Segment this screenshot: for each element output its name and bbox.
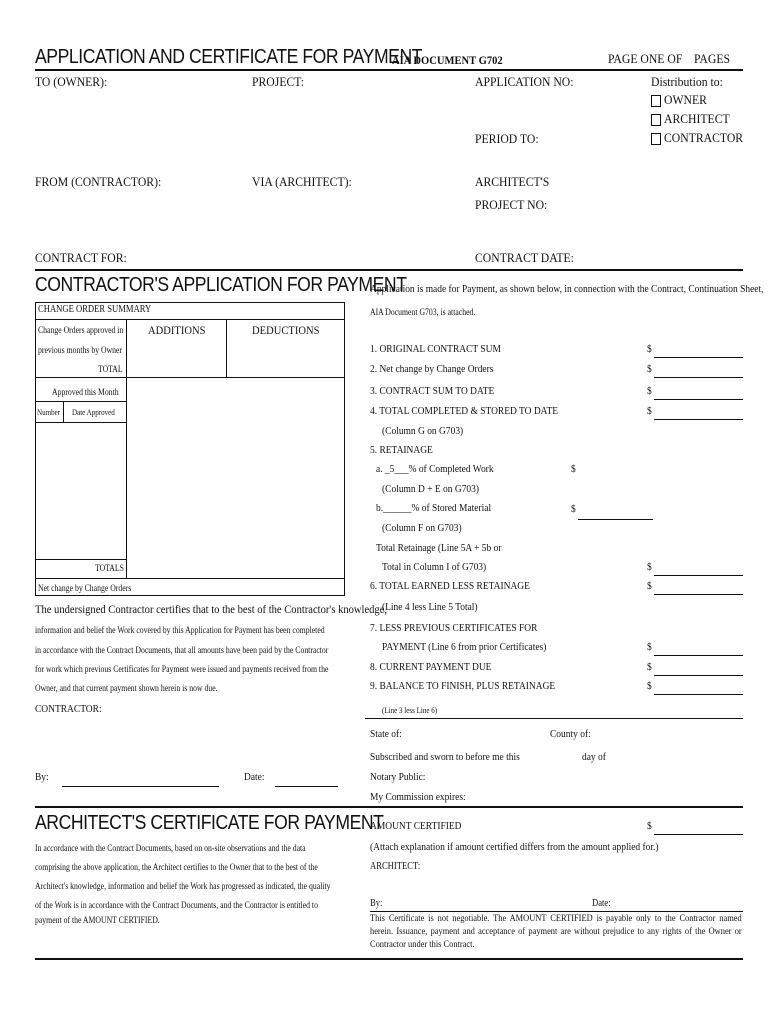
total-retainage-field[interactable] [654, 575, 743, 576]
from-contractor-label: FROM (CONTRACTOR): [35, 174, 162, 189]
day-of-label: day of [582, 751, 606, 763]
dollar-sign: $ [647, 641, 652, 653]
dollar-sign: $ [647, 363, 652, 375]
contract-for-label: CONTRACT FOR: [35, 250, 127, 265]
contractor-application-heading: CONTRACTOR'S APPLICATION FOR PAYMENT [35, 274, 407, 296]
amount-certified-field[interactable] [654, 834, 743, 835]
notary-public-label: Notary Public: [370, 771, 426, 783]
total-retainage-note: Total in Column I of G703) [382, 561, 487, 573]
dollar-sign: $ [647, 561, 652, 573]
certify-line-2: information and belief the Work covered by this Application for Payment has been completed [35, 625, 325, 635]
section-rule [35, 269, 743, 271]
contractor-date-label: Date: [244, 771, 265, 783]
architect-option-label: ARCHITECT [664, 111, 730, 126]
line-3-contract-sum-to-date: 3. CONTRACT SUM TO DATE [370, 385, 495, 397]
additions-header: ADDITIONS [148, 323, 206, 337]
totals-label: TOTALS [95, 563, 124, 573]
dollar-sign: $ [647, 580, 652, 592]
line-5b-stored-material: b.______% of Stored Material [376, 502, 492, 514]
line-7-note: PAYMENT (Line 6 from prior Certificates) [382, 641, 547, 653]
architect-para-line-5: payment of the AMOUNT CERTIFIED. [35, 915, 160, 925]
contractor-by-label: By: [35, 771, 49, 783]
dollar-sign: $ [647, 680, 652, 692]
date-approved-column-header: Date Approved [72, 408, 115, 417]
to-owner-label: TO (OWNER): [35, 74, 108, 89]
state-label: State of: [370, 728, 402, 740]
certify-line-5: Owner, and that current payment shown herein is now due. [35, 683, 218, 693]
architect-para-line-4: of the Work is in accordance with the Contract Documents, and the Contractor is entitled to [35, 900, 318, 910]
line-6-note: (Line 4 less Line 5 Total) [382, 601, 478, 613]
document-id: AIA DOCUMENT G702 [392, 53, 503, 67]
contractor-option-label: CONTRACTOR [664, 130, 744, 145]
dollar-sign: $ [571, 503, 576, 515]
owner-option-label: OWNER [664, 92, 707, 107]
change-order-summary-title: CHANGE ORDER SUMMARY [38, 304, 152, 315]
commission-expires-label: My Commission expires: [370, 791, 466, 803]
line-1-field[interactable] [654, 357, 743, 358]
line-9-field[interactable] [654, 694, 743, 695]
dollar-sign: $ [647, 343, 652, 355]
application-intro-1: Application is made for Payment, as shown below, in connection with the Contract, Continuation Sheet, [370, 283, 764, 295]
line-3-field[interactable] [654, 399, 743, 400]
architect-para-line-3: Architect's knowledge, information and belief the Work has progressed as indicated, the quality [35, 881, 331, 891]
architect-checkbox[interactable] [651, 114, 661, 126]
dollar-sign: $ [647, 385, 652, 397]
line-7-less-previous: 7. LESS PREVIOUS CERTIFICATES FOR [370, 622, 538, 634]
architect-para-line-2: comprising the above application, the Architect certifies to the Owner that to the best of the [35, 862, 318, 872]
line-8-field[interactable] [654, 675, 743, 676]
dollar-sign: $ [647, 661, 652, 673]
line-4-field[interactable] [654, 419, 743, 420]
contractor-signature-label: CONTRACTOR: [35, 703, 102, 715]
co-approved-label-2: previous months by Owner [38, 345, 123, 355]
page-of-label: PAGE ONE OF [608, 51, 683, 66]
application-no-label: APPLICATION NO: [475, 74, 574, 89]
via-architect-label: VIA (ARCHITECT): [252, 174, 352, 189]
attach-explanation-note: (Attach explanation if amount certified differs from the amount applied for.) [370, 841, 659, 853]
contract-date-label: CONTRACT DATE: [475, 250, 574, 265]
county-label: County of: [550, 728, 591, 740]
co-approved-label-1: Change Orders approved in [38, 325, 124, 335]
line-5a-note: (Column D + E on G703) [382, 483, 480, 495]
contractor-date-field[interactable] [275, 786, 338, 787]
bottom-rule [35, 958, 743, 960]
subscribed-label: Subscribed and sworn to before me this [370, 751, 520, 763]
line-6-field[interactable] [654, 594, 743, 595]
architects-label: ARCHITECT'S [475, 174, 550, 189]
pages-label: PAGES [694, 51, 730, 66]
non-negotiable-note: This Certificate is not negotiable. The AMOUNT CERTIFIED is payable only to the Contractor named herein. Issuance, payment and acceptance of payment are without prejudice to any rights of the Owner or Contractor under this Contract. [370, 914, 742, 950]
amount-certified-label: AMOUNT CERTIFIED [370, 820, 462, 832]
dollar-sign: $ [571, 463, 576, 475]
line-5b-note: (Column F on G703) [382, 522, 462, 534]
total-retainage-label: Total Retainage (Line 5A + 5b or [376, 542, 502, 554]
architect-date-label: Date: [592, 898, 611, 909]
architect-signature-label: ARCHITECT: [370, 861, 421, 872]
line-5a-completed-work: a. _5___% of Completed Work [376, 463, 494, 475]
dollar-sign: $ [647, 820, 652, 832]
line-5b-field[interactable] [578, 519, 653, 520]
line-6-total-earned: 6. TOTAL EARNED LESS RETAINAGE [370, 580, 530, 592]
line-7-field[interactable] [654, 655, 743, 656]
certify-line-4: for work which previous Certificates for Payment were issued and payments received from the [35, 664, 329, 674]
architect-section-rule [35, 806, 743, 808]
header-rule [35, 69, 743, 71]
architect-para-line-1: In accordance with the Contract Documents, based on on-site observations and the data [35, 843, 306, 853]
line-2-net-change: 2. Net change by Change Orders [370, 363, 494, 375]
certify-line-3: in accordance with the Contract Documents, that all amounts have been paid by the Contractor [35, 645, 329, 655]
architect-certificate-heading: ARCHITECT'S CERTIFICATE FOR PAYMENT [35, 812, 384, 834]
approved-this-month-label: Approved this Month [52, 387, 119, 397]
period-to-label: PERIOD TO: [475, 131, 539, 146]
dollar-sign: $ [647, 405, 652, 417]
line-5-retainage: 5. RETAINAGE [370, 444, 433, 456]
line-1-original-contract-sum: 1. ORIGINAL CONTRACT SUM [370, 343, 501, 355]
contractor-by-field[interactable] [62, 786, 219, 787]
line-4-note: (Column G on G703) [382, 425, 464, 437]
line-2-field[interactable] [654, 377, 743, 378]
net-change-by-change-orders-label: Net change by Change Orders [38, 583, 132, 593]
line-9-note: (Line 3 less Line 6) [382, 706, 438, 715]
line-9-balance-to-finish: 9. BALANCE TO FINISH, PLUS RETAINAGE [370, 680, 556, 692]
total-label: TOTAL [98, 364, 123, 374]
form-title: APPLICATION AND CERTIFICATE FOR PAYMENT [35, 46, 423, 68]
deductions-header: DEDUCTIONS [252, 323, 320, 337]
line-4-total-completed: 4. TOTAL COMPLETED & STORED TO DATE [370, 405, 559, 417]
contractor-checkbox[interactable] [651, 133, 661, 145]
line-8-current-payment-due: 8. CURRENT PAYMENT DUE [370, 661, 492, 673]
owner-checkbox[interactable] [651, 95, 661, 107]
project-no-label: PROJECT NO: [475, 197, 548, 212]
number-column-header: Number [37, 408, 61, 417]
project-label: PROJECT: [252, 74, 305, 89]
certify-line-1: The undersigned Contractor certifies that to the best of the Contractor's knowledge, [35, 602, 388, 616]
distribution-label: Distribution to: [651, 74, 723, 89]
application-intro-2: AIA Document G703, is attached. [370, 307, 476, 317]
architect-by-label: By: [370, 898, 383, 909]
